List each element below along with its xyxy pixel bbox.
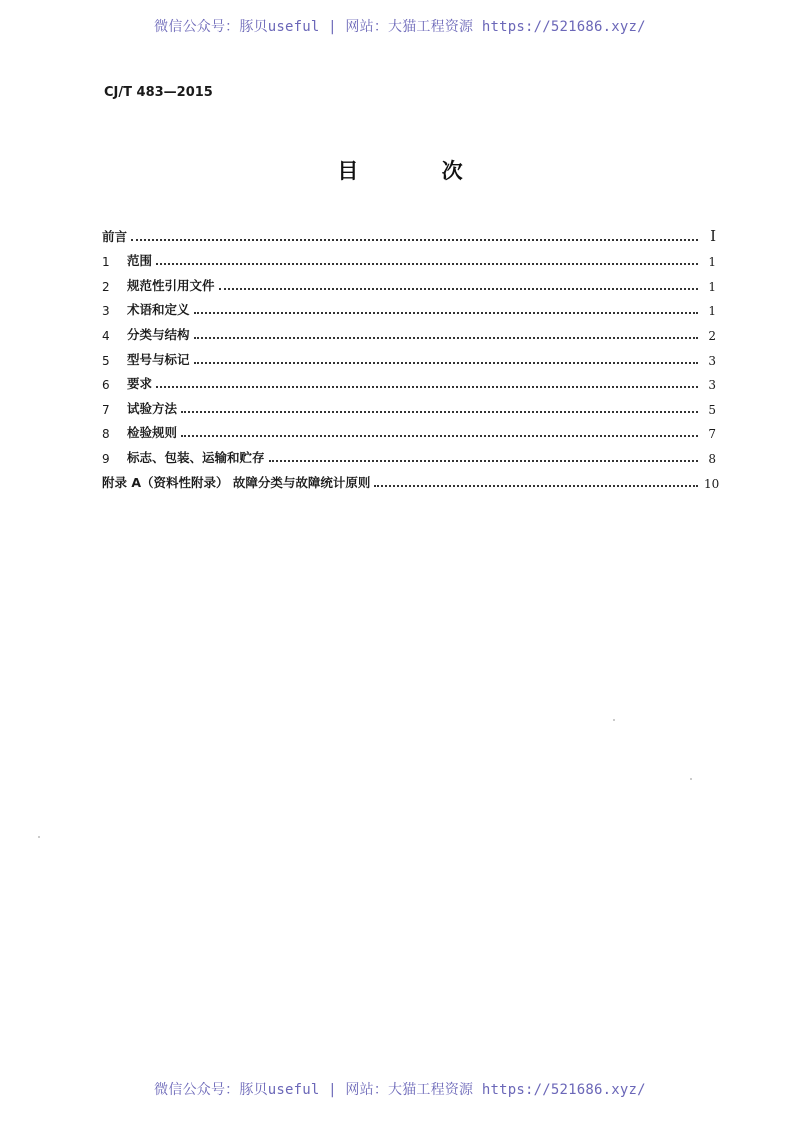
toc-entry-number: 5	[102, 353, 110, 368]
toc-entry-page: 7	[708, 427, 716, 442]
dot-leader	[181, 435, 698, 437]
toc-entry-page: 2	[708, 328, 716, 343]
toc-entry-page: 10	[704, 476, 720, 491]
toc-entry-label: 检验规则	[127, 425, 178, 441]
dot-leader	[194, 312, 698, 314]
toc-entry-page: 3	[708, 353, 716, 368]
toc-entry-number: 6	[102, 378, 110, 393]
toc-entry-label: 术语和定义	[127, 302, 190, 318]
toc-entry-number: 9	[102, 451, 110, 466]
toc-entry-scope[interactable]	[102, 245, 716, 270]
scan-speck	[38, 836, 40, 838]
toc-entry-page: 1	[708, 304, 716, 319]
toc-entry-label: 分类与结构	[127, 326, 190, 342]
toc-entry-foreword[interactable]	[102, 220, 716, 245]
toc-entry-number: 3	[102, 304, 110, 319]
toc-entry-terms-definitions[interactable]	[102, 294, 716, 319]
toc-entry-label: 要求	[127, 376, 153, 392]
dot-leader	[156, 263, 698, 265]
watermark-bottom: 微信公众号：豚贝useful | 网站：大猫工程资源 https://521686.xyz/	[154, 1082, 646, 1098]
dot-leader	[219, 288, 698, 290]
toc-entry-label: 型号与标记	[127, 351, 190, 367]
scan-speck	[613, 719, 615, 721]
toc-entry-annex-a[interactable]	[102, 466, 720, 491]
dot-leader	[269, 460, 698, 462]
scan-speck	[690, 778, 692, 780]
table-of-contents	[102, 220, 720, 491]
dot-leader	[181, 411, 698, 413]
toc-entry-label: 试验方法	[127, 400, 178, 416]
toc-entry-page: 1	[708, 255, 716, 270]
toc-entry-label: 前言	[102, 228, 128, 244]
toc-entry-model-marking[interactable]	[102, 343, 716, 368]
toc-title: 目 次	[337, 159, 501, 183]
toc-entry-test-methods[interactable]	[102, 392, 716, 417]
dot-leader	[156, 386, 698, 388]
dot-leader	[131, 239, 698, 241]
toc-entry-number: 8	[102, 427, 110, 442]
dot-leader	[194, 362, 698, 364]
toc-entry-marking-packaging[interactable]	[102, 441, 716, 466]
toc-entry-page: 3	[708, 378, 716, 393]
watermark-top: 微信公众号：豚贝useful | 网站：大猫工程资源 https://521686.xyz/	[154, 19, 646, 35]
toc-entry-inspection-rules[interactable]	[102, 417, 716, 442]
toc-entry-number: 4	[102, 328, 110, 343]
toc-entry-number: 7	[102, 402, 110, 417]
toc-entry-label: 规范性引用文件	[127, 277, 215, 293]
toc-entry-number: 1	[102, 255, 110, 270]
dot-leader	[374, 485, 698, 487]
dot-leader	[194, 337, 698, 339]
toc-entry-normative-references[interactable]	[102, 269, 716, 294]
toc-entry-classification-structure[interactable]	[102, 318, 716, 343]
toc-entry-requirements[interactable]	[102, 368, 716, 393]
toc-entry-label: 标志、包装、运输和贮存	[127, 449, 265, 465]
toc-entry-page: 5	[708, 402, 716, 417]
toc-entry-page: Ⅰ	[710, 226, 716, 245]
standard-code: CJ/T 483—2015	[104, 85, 213, 100]
toc-entry-label: 附录 A（资料性附录） 故障分类与故障统计原则	[102, 474, 371, 490]
toc-entry-number: 2	[102, 279, 110, 294]
toc-entry-label: 范围	[127, 253, 153, 269]
toc-entry-page: 8	[708, 451, 716, 466]
toc-entry-page: 1	[708, 279, 716, 294]
